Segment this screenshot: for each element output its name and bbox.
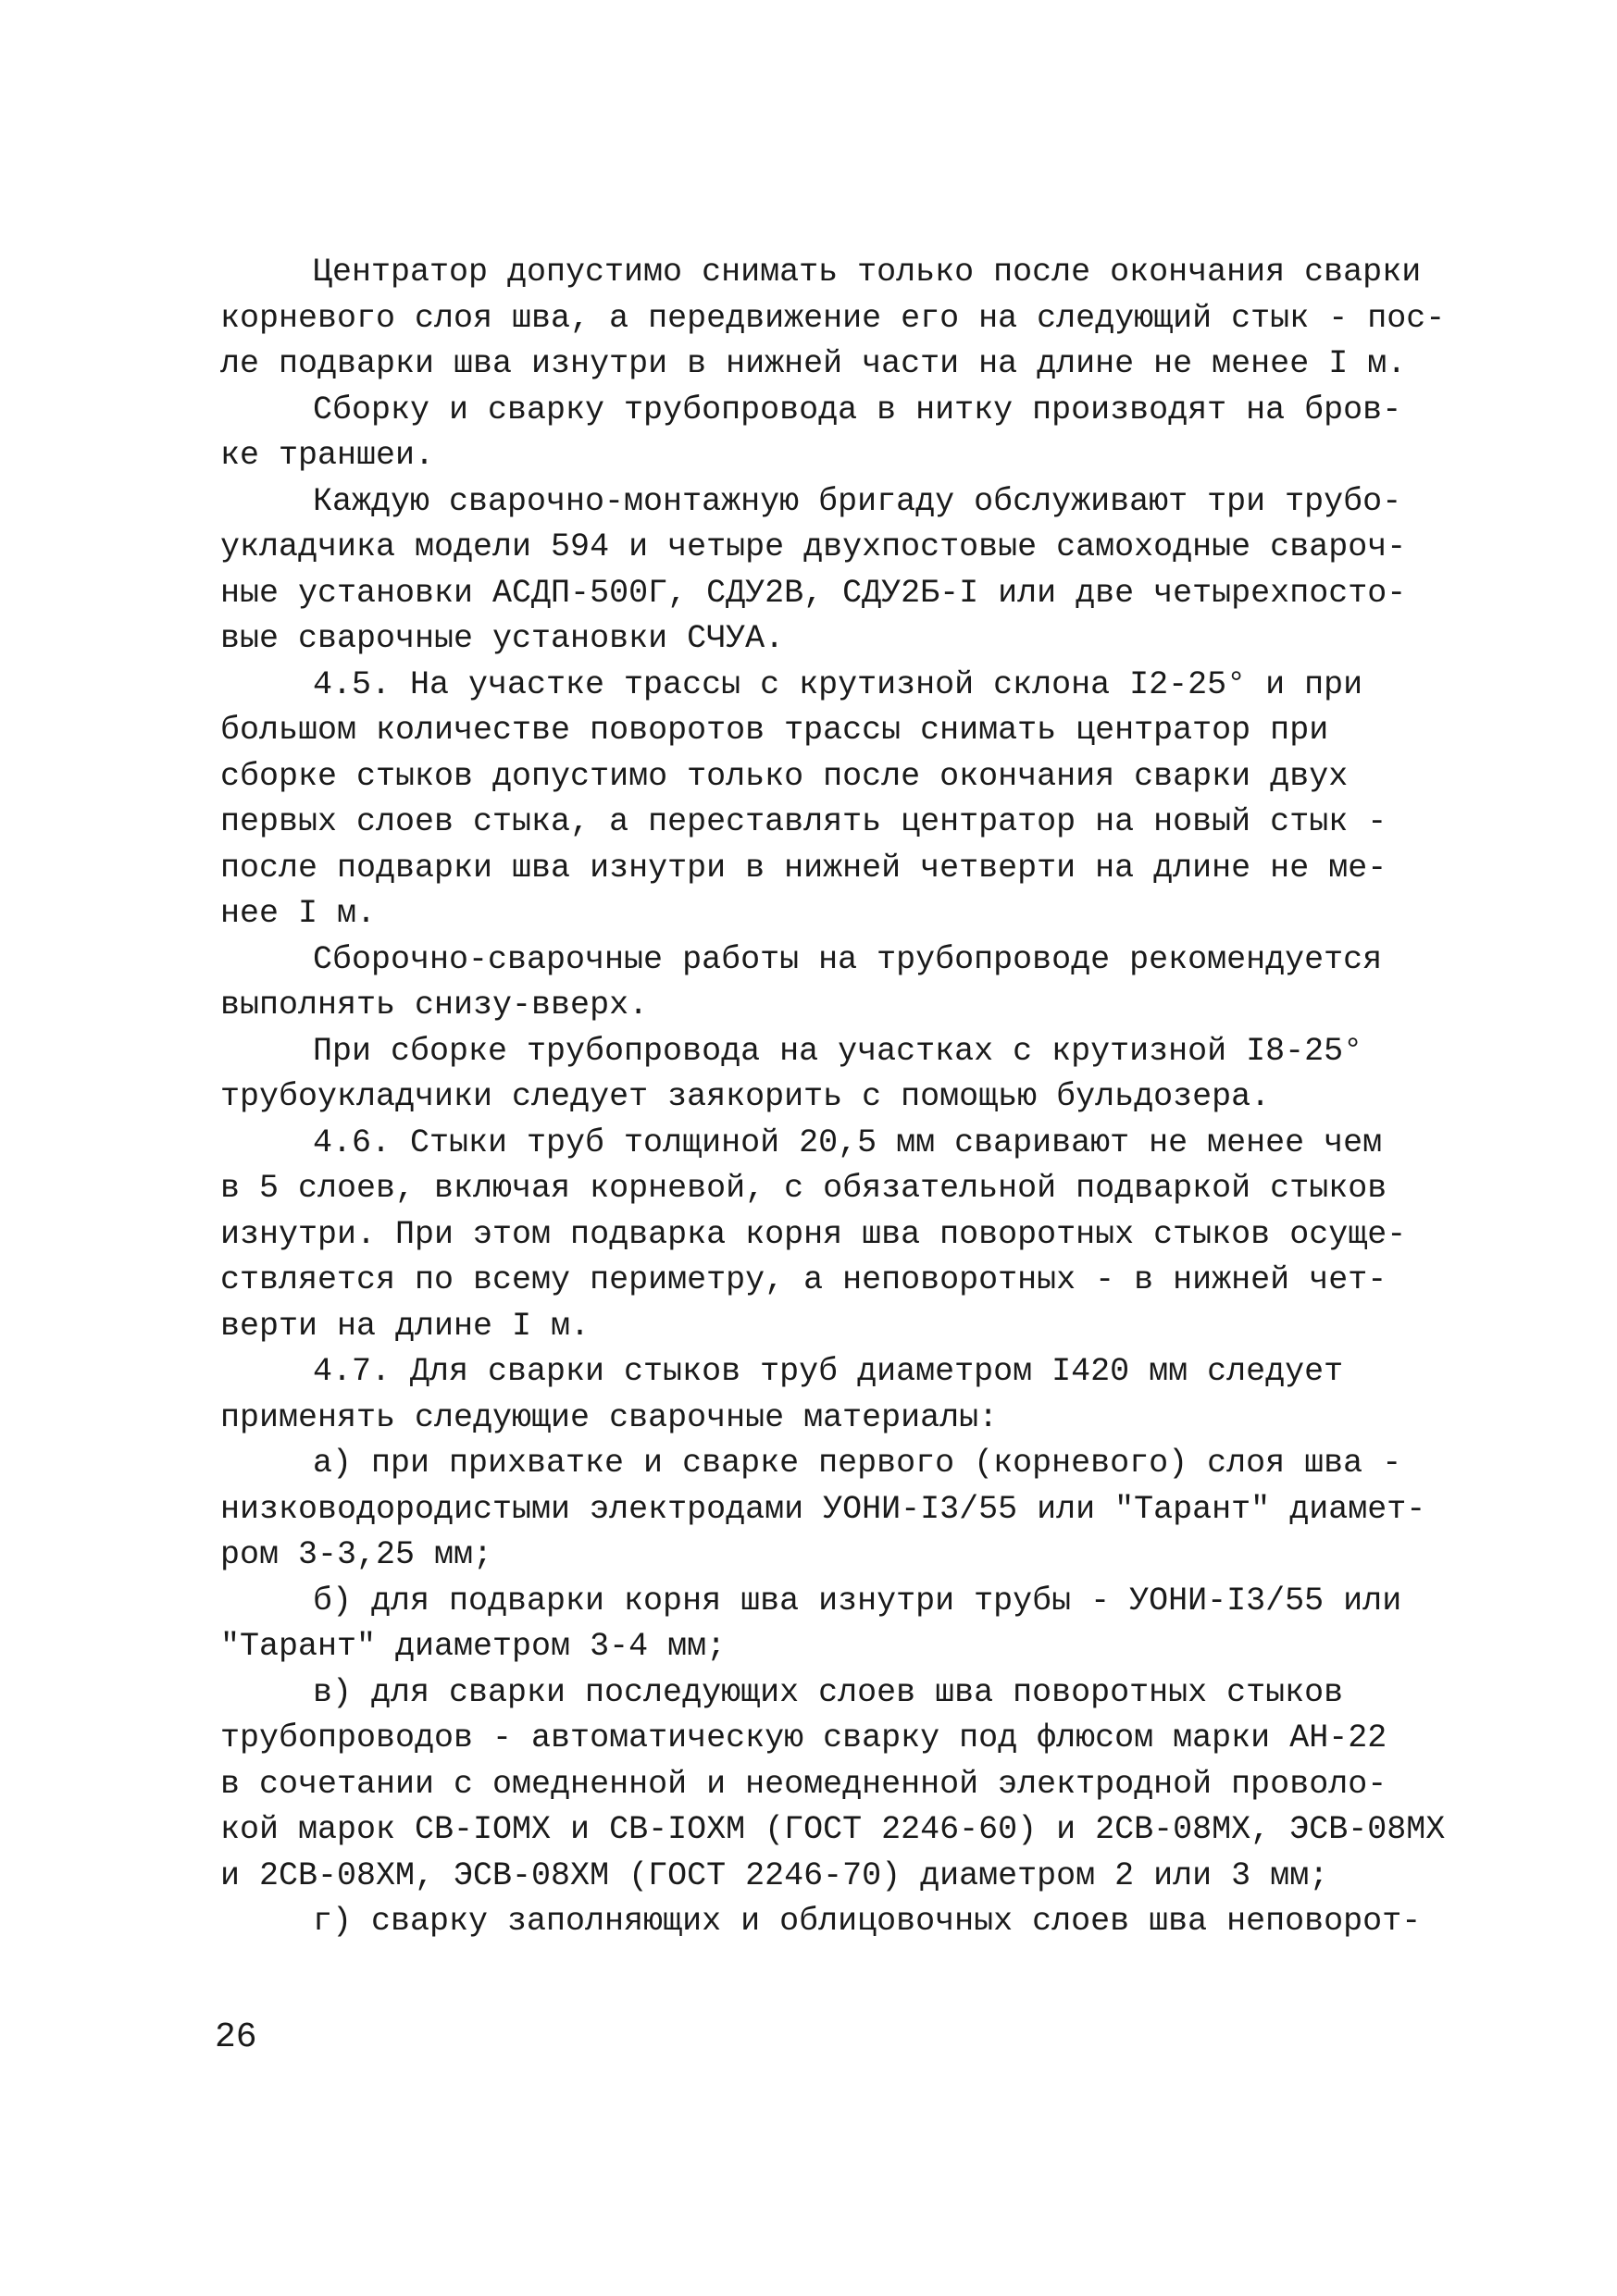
- list-item-a: а) при прихватке и сварке первого (корневого) слоя шва -: [313, 1445, 1402, 1482]
- text-line: При сборке трубопровода на участках с крутизной I8-25°: [313, 1032, 1363, 1070]
- text-line: нее I м.: [220, 895, 377, 932]
- text-line: Сборку и сварку трубопровода в нитку производят на бров-: [313, 391, 1402, 428]
- text-line: "Тарант" диаметром 3-4 мм;: [220, 1628, 727, 1665]
- text-line: изнутри. При этом подварка корня шва поворотных стыков осуще-: [220, 1215, 1407, 1253]
- text-line: верти на длине I м.: [220, 1307, 591, 1345]
- section-4-5-start: 4.5. На участке трассы с крутизной склона I2-25° и при: [313, 665, 1363, 703]
- text-line: укладчика модели 594 и четыре двухпостовые самоходные свароч-: [220, 528, 1407, 565]
- text-line: в сочетании с омедненной и неомедненной электродной проволо-: [220, 1765, 1387, 1803]
- text-line: трубоукладчики следует заякорить с помощью бульдозера.: [220, 1078, 1271, 1115]
- text-line: корневого слоя шва, а передвижение его на следующий стык - пос-: [220, 299, 1446, 337]
- text-line: первых слоев стыка, а переставлять центратор на новый стык -: [220, 803, 1387, 840]
- text-line: в 5 слоев, включая корневой, с обязательной подваркой стыков: [220, 1170, 1387, 1207]
- text-line: ром 3-3,25 мм;: [220, 1536, 493, 1573]
- text-line: Сборочно-сварочные работы на трубопроводе рекомендуется: [313, 940, 1383, 978]
- page-number: 26: [215, 2017, 257, 2057]
- text-line: после подварки шва изнутри в нижней четверти на длине не ме-: [220, 849, 1387, 887]
- text-line: ные установки АСДП-500Г, СДУ2В, СДУ2Б-I или две четырехпосто-: [220, 574, 1407, 612]
- text-line: ствляется по всему периметру, а неповоротных - в нижней чет-: [220, 1261, 1387, 1298]
- text-line: вые сварочные установки СЧУА.: [220, 620, 785, 657]
- section-4-6-start: 4.6. Стыки труб толщиной 20,5 мм сваривают не менее чем: [313, 1123, 1383, 1161]
- text-line: применять следующие сварочные материалы:: [220, 1398, 999, 1436]
- list-item-b: б) для подварки корня шва изнутри трубы - УОНИ-I3/55 или: [313, 1582, 1402, 1620]
- section-4-7-start: 4.7. Для сварки стыков труб диаметром I420 мм следует: [313, 1353, 1344, 1390]
- text-line: выполнять снизу-вверх.: [220, 987, 649, 1024]
- text-line: кой марок СВ-IОМХ и СВ-IОХМ (ГОСТ 2246-60) и 2СВ-08МХ, ЭСВ-08МХ: [220, 1811, 1446, 1848]
- text-line: трубопроводов - автоматическую сварку под флюсом марки АН-22: [220, 1719, 1387, 1756]
- text-line: ке траншеи.: [220, 437, 435, 474]
- list-item-v: в) для сварки последующих слоев шва поворотных стыков: [313, 1673, 1344, 1711]
- text-line: и 2СВ-08ХМ, ЭСВ-08ХМ (ГОСТ 2246-70) диаметром 2 или 3 мм;: [220, 1856, 1329, 1894]
- text-line: низководородистыми электродами УОНИ-I3/55 или "Тарант" диамет-: [220, 1490, 1426, 1528]
- text-line: ле подварки шва изнутри в нижней части на длине не менее I м.: [220, 345, 1407, 382]
- text-line: большом количестве поворотов трассы снимать центратор при: [220, 712, 1329, 749]
- text-line: сборке стыков допустимо только после окончания сварки двух: [220, 757, 1349, 795]
- body-text: [220, 250, 1446, 1945]
- text-line: Каждую сварочно-монтажную бригаду обслуживают три трубо-: [313, 482, 1402, 520]
- list-item-g: г) сварку заполняющих и облицовочных слоев шва неповорот-: [313, 1903, 1422, 1940]
- text-line: Центратор допустимо снимать только после окончания сварки: [313, 254, 1422, 291]
